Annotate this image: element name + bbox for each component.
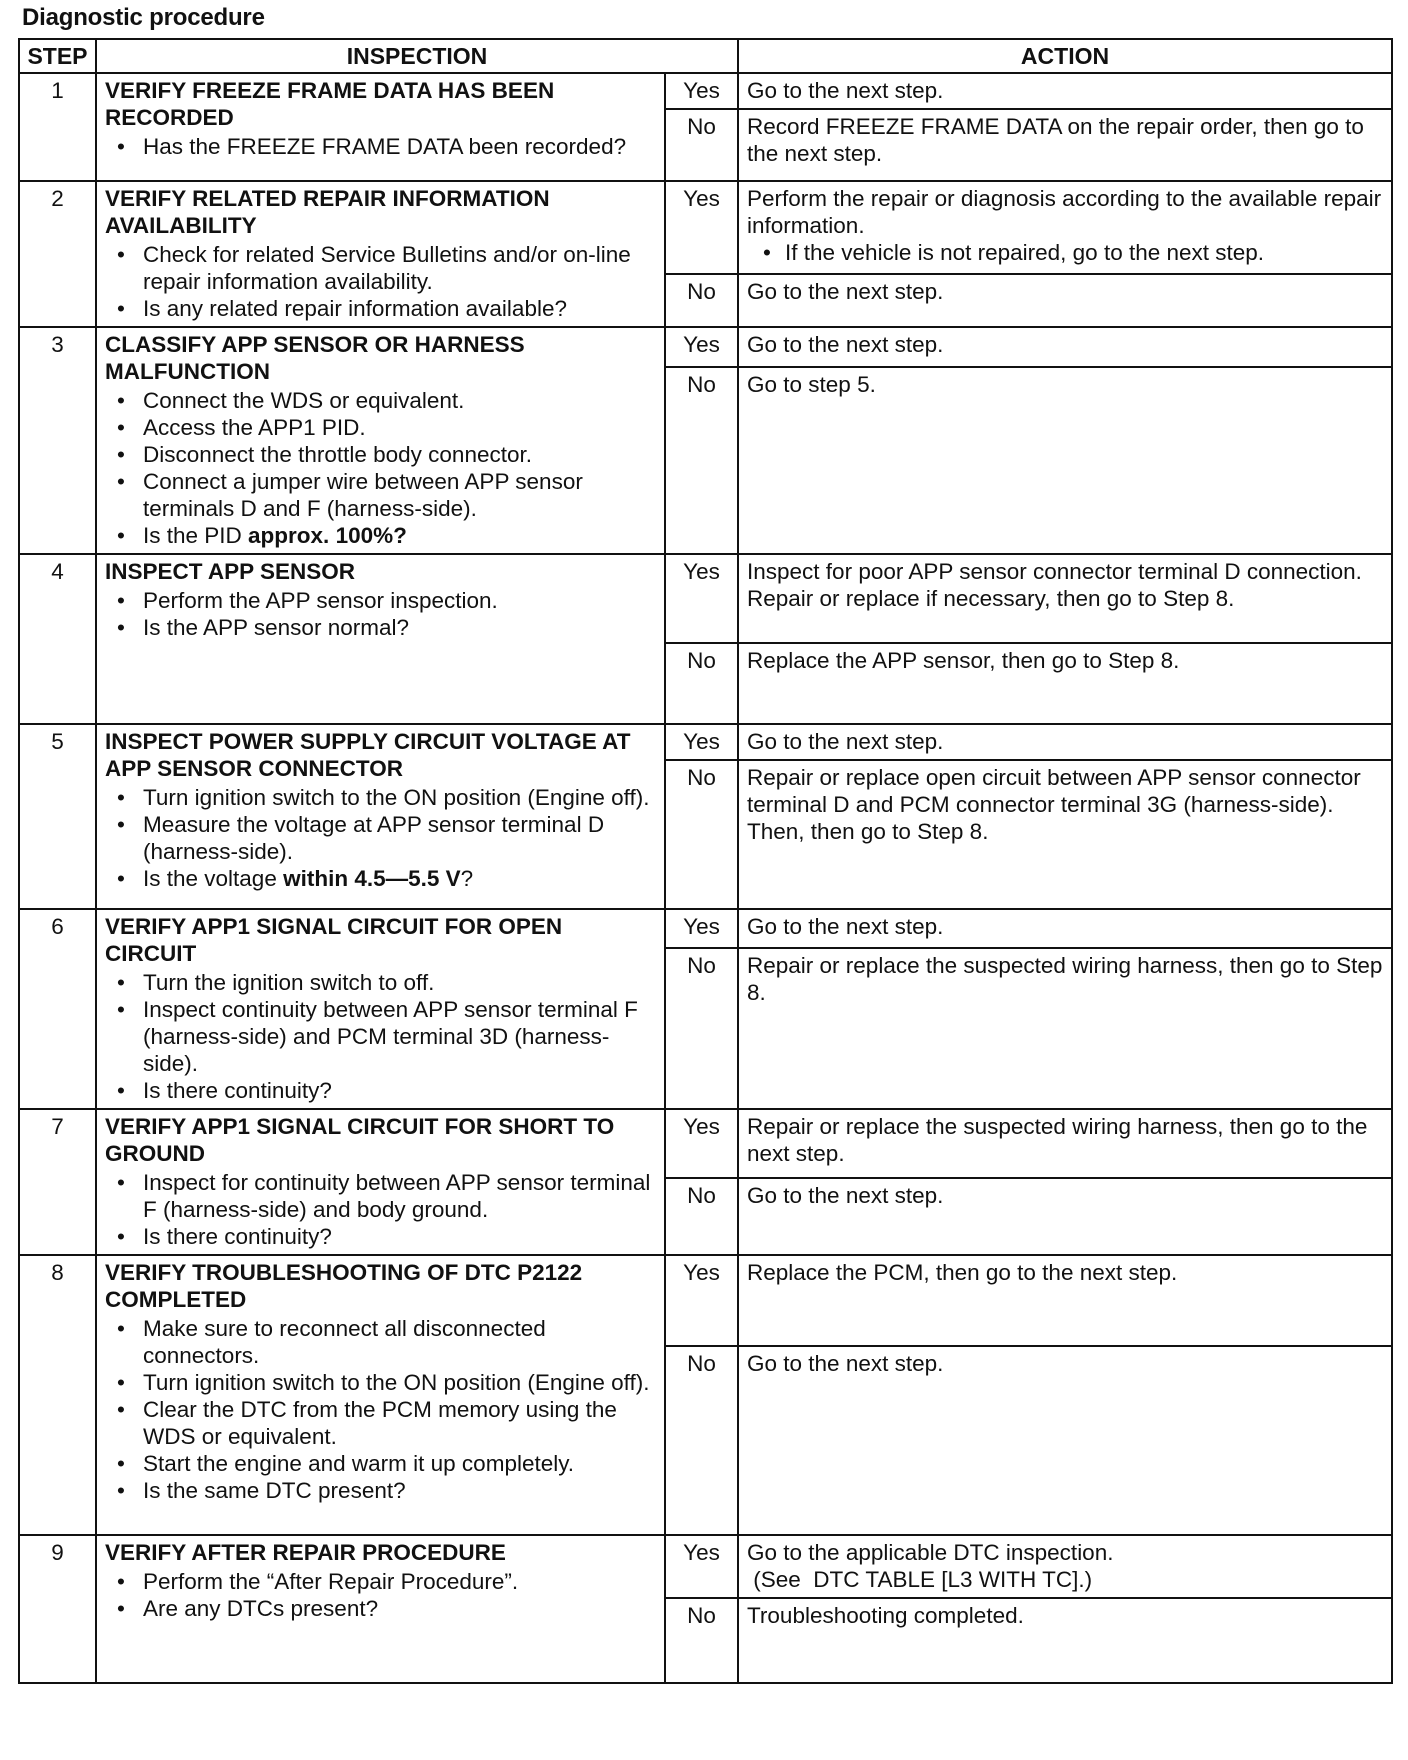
answer-no: No <box>665 1346 738 1535</box>
table-row <box>19 909 1392 948</box>
answer-no: No <box>665 274 738 327</box>
list-item <box>143 522 656 549</box>
list-item-text: ? <box>460 866 474 891</box>
header-step: STEP <box>19 39 96 73</box>
inspection-cell <box>96 73 665 181</box>
step-number: 5 <box>19 724 96 909</box>
list-item: • Check for related Service Bulletins and/or on-line repair information availability. <box>143 241 656 295</box>
list-item: • Disconnect the throttle body connector. <box>143 441 656 468</box>
inspection-heading: VERIFY TROUBLESHOOTING OF DTC P2122 COMPLETED <box>105 1260 583 1312</box>
action-yes <box>738 1535 1392 1598</box>
answer-yes: Yes <box>665 1255 738 1346</box>
action-no: Record FREEZE FRAME DATA on the repair order, then go to the next step. <box>738 109 1392 181</box>
answer-yes: Yes <box>665 554 738 643</box>
action-no: Go to step 5. <box>738 367 1392 554</box>
action-yes: Inspect for poor APP sensor connector terminal D connection. Repair or replace if necessary, then go to Step 8. <box>738 554 1392 643</box>
answer-yes: Yes <box>665 1109 738 1178</box>
action-yes: Go to the next step. <box>738 73 1392 109</box>
inspection-heading: VERIFY APP1 SIGNAL CIRCUIT FOR OPEN CIRCUIT <box>105 914 563 966</box>
action-yes: Replace the PCM, then go to the next step. <box>738 1255 1392 1346</box>
action-sublist <box>747 239 1383 266</box>
answer-no: No <box>665 1598 738 1683</box>
answer-no: No <box>665 367 738 554</box>
header-inspection: INSPECTION <box>96 39 738 73</box>
action-yes: Go to the next step. <box>738 327 1392 367</box>
inspection-cell <box>96 909 665 1109</box>
table-header-row <box>19 39 1392 73</box>
list-item: • Start the engine and warm it up completely. <box>143 1450 656 1477</box>
answer-yes: Yes <box>665 181 738 274</box>
inspection-cell <box>96 327 665 554</box>
table-row <box>19 1255 1392 1346</box>
action-yes: Go to the next step. <box>738 724 1392 760</box>
step-number: 3 <box>19 327 96 554</box>
inspection-heading: VERIFY APP1 SIGNAL CIRCUIT FOR SHORT TO GROUND <box>105 1114 615 1166</box>
list-item: • Is there continuity? <box>143 1223 656 1250</box>
list-item: • Is the APP sensor normal? <box>143 614 656 641</box>
list-item: • Perform the “After Repair Procedure”. <box>143 1568 656 1595</box>
inspection-cell <box>96 724 665 909</box>
list-item-text: Is the voltage <box>143 866 284 891</box>
list-item: • Inspect for continuity between APP sensor terminal F (harness-side) and body ground. <box>143 1169 656 1223</box>
inspection-cell <box>96 1535 665 1683</box>
answer-no: No <box>665 760 738 909</box>
table-row <box>19 724 1392 760</box>
table-row <box>19 73 1392 109</box>
inspection-list <box>105 133 656 160</box>
inspection-heading: CLASSIFY APP SENSOR OR HARNESS MALFUNCTION <box>105 332 525 384</box>
answer-no: No <box>665 948 738 1110</box>
action-no: Go to the next step. <box>738 274 1392 327</box>
page-title: Diagnostic procedure <box>22 4 265 31</box>
inspection-heading: VERIFY RELATED REPAIR INFORMATION AVAILABILITY <box>105 186 550 238</box>
action-text: Perform the repair or diagnosis according to the available repair information. <box>747 186 1382 238</box>
inspection-heading: INSPECT POWER SUPPLY CIRCUIT VOLTAGE AT APP SENSOR CONNECTOR <box>105 729 631 781</box>
list-item: • Perform the APP sensor inspection. <box>143 587 656 614</box>
action-yes <box>738 181 1392 274</box>
inspection-list <box>105 241 656 322</box>
answer-yes: Yes <box>665 724 738 760</box>
inspection-list <box>105 969 656 1104</box>
list-item: • Turn ignition switch to the ON position (Engine off). <box>143 1369 656 1396</box>
step-number: 1 <box>19 73 96 181</box>
list-item <box>143 865 656 892</box>
step-number: 6 <box>19 909 96 1109</box>
action-yes: Go to the next step. <box>738 909 1392 948</box>
action-no: Replace the APP sensor, then go to Step 8. <box>738 643 1392 724</box>
list-item: • If the vehicle is not repaired, go to the next step. <box>785 239 1383 266</box>
answer-no: No <box>665 1178 738 1255</box>
list-item: • Inspect continuity between APP sensor terminal F (harness-side) and PCM terminal 3D (harness-side). <box>143 996 656 1077</box>
step-number: 4 <box>19 554 96 724</box>
list-item: • Measure the voltage at APP sensor terminal D (harness-side). <box>143 811 656 865</box>
action-text: Repair or replace open circuit between APP sensor connector terminal D and PCM connector terminal 3G (harness-side). <box>747 765 1361 817</box>
table-row <box>19 327 1392 367</box>
list-item: • Is any related repair information available? <box>143 295 656 322</box>
inspection-list <box>105 387 656 549</box>
list-item: • Connect the WDS or equivalent. <box>143 387 656 414</box>
list-item: • Turn the ignition switch to off. <box>143 969 656 996</box>
answer-yes: Yes <box>665 1535 738 1598</box>
action-no <box>738 760 1392 909</box>
action-yes: Repair or replace the suspected wiring harness, then go to the next step. <box>738 1109 1392 1178</box>
inspection-list <box>105 587 656 641</box>
action-no: Go to the next step. <box>738 1178 1392 1255</box>
diagnostic-table <box>18 38 1393 1684</box>
answer-no: No <box>665 109 738 181</box>
header-action: ACTION <box>738 39 1392 73</box>
inspection-heading: INSPECT APP SENSOR <box>105 559 356 584</box>
action-no: Repair or replace the suspected wiring harness, then go to Step 8. <box>738 948 1392 1110</box>
inspection-list <box>105 784 656 892</box>
step-number: 7 <box>19 1109 96 1255</box>
inspection-list <box>105 1169 656 1250</box>
list-item-text: Is the PID <box>143 523 249 548</box>
list-item: • Is there continuity? <box>143 1077 656 1104</box>
action-text: Go to the applicable DTC inspection. <box>747 1540 1114 1565</box>
list-item-emphasis: within 4.5—5.5 V <box>283 866 461 891</box>
list-item-emphasis: approx. 100%? <box>248 523 407 548</box>
list-item: • Turn ignition switch to the ON position (Engine off). <box>143 784 656 811</box>
list-item: • Make sure to reconnect all disconnected connectors. <box>143 1315 656 1369</box>
inspection-cell <box>96 181 665 327</box>
list-item: • Are any DTCs present? <box>143 1595 656 1622</box>
inspection-cell <box>96 1109 665 1255</box>
step-number: 2 <box>19 181 96 327</box>
inspection-list <box>105 1568 656 1622</box>
list-item: • Is the same DTC present? <box>143 1477 656 1504</box>
inspection-cell <box>96 1255 665 1535</box>
inspection-heading: VERIFY AFTER REPAIR PROCEDURE <box>105 1540 506 1565</box>
action-text: (See DTC TABLE [L3 WITH TC].) <box>747 1567 1093 1592</box>
step-number: 8 <box>19 1255 96 1535</box>
table-row <box>19 1109 1392 1178</box>
answer-yes: Yes <box>665 909 738 948</box>
action-no: Troubleshooting completed. <box>738 1598 1392 1683</box>
table-row <box>19 1535 1392 1598</box>
action-no: Go to the next step. <box>738 1346 1392 1535</box>
table-row <box>19 554 1392 643</box>
list-item: • Connect a jumper wire between APP sensor terminals D and F (harness-side). <box>143 468 656 522</box>
inspection-list <box>105 1315 656 1504</box>
action-text: Then, then go to Step 8. <box>747 819 989 844</box>
list-item: • Has the FREEZE FRAME DATA been recorded? <box>143 133 656 160</box>
table-row <box>19 181 1392 274</box>
inspection-cell <box>96 554 665 724</box>
answer-no: No <box>665 643 738 724</box>
answer-yes: Yes <box>665 327 738 367</box>
inspection-heading: VERIFY FREEZE FRAME DATA HAS BEEN RECORDED <box>105 78 555 130</box>
answer-yes: Yes <box>665 73 738 109</box>
step-number: 9 <box>19 1535 96 1683</box>
list-item: • Access the APP1 PID. <box>143 414 656 441</box>
list-item: • Clear the DTC from the PCM memory using the WDS or equivalent. <box>143 1396 656 1450</box>
